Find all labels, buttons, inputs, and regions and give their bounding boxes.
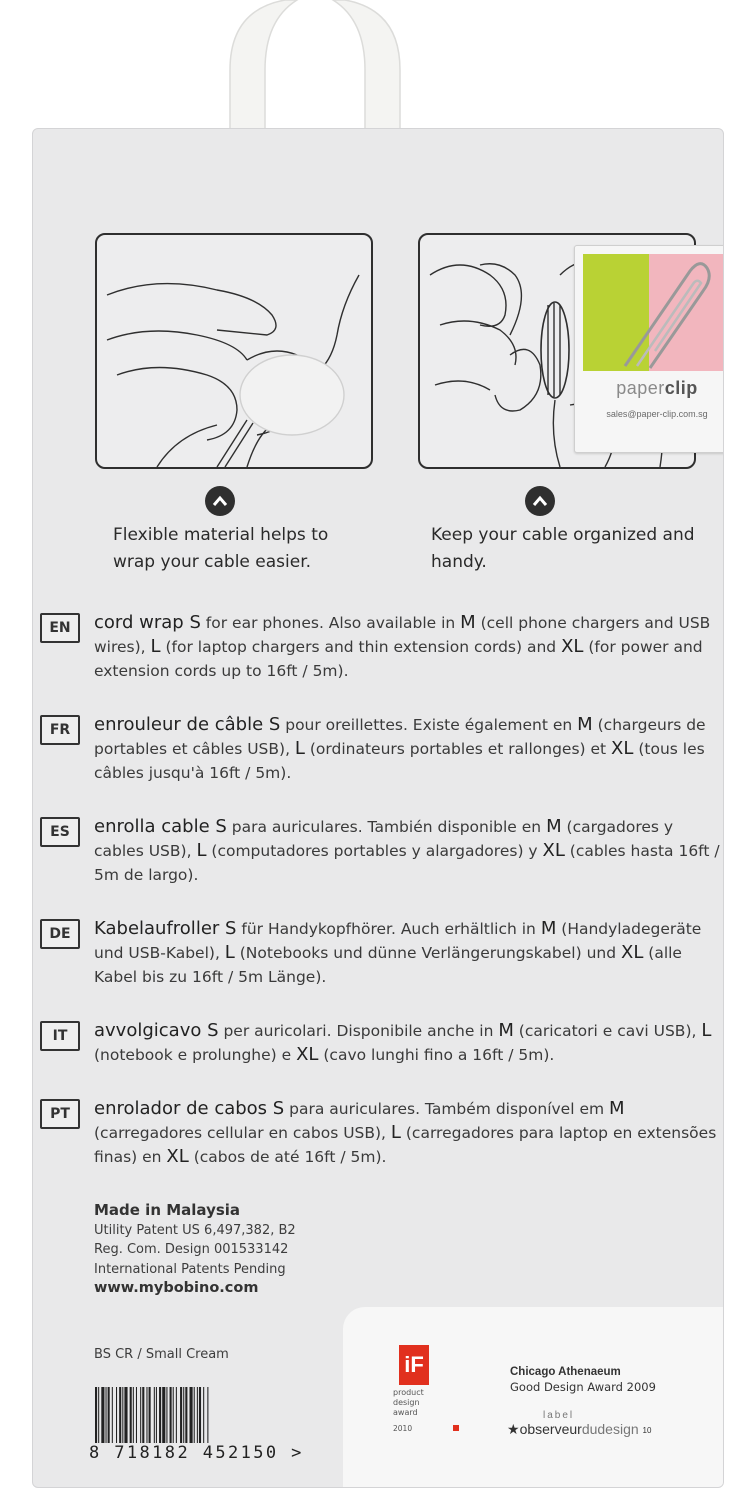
language-description: Kabelaufroller S für Handykopfhörer. Auch erhältlich in M (Handyladegeräte und USB-Kabel), L (Notebooks und dünne Verlängerungskabel) und XL (alle Kabel bis zu 16ft / 5m Länge). xyxy=(94,918,702,986)
label-word: label xyxy=(543,1410,575,1421)
manufacturing-info xyxy=(94,1201,296,1299)
if-red-square xyxy=(453,1425,459,1431)
product-card xyxy=(32,128,724,1488)
barcode-bar xyxy=(108,1387,110,1443)
star-icon: ★ xyxy=(507,1421,520,1437)
caption-flexible-material: Flexible material helps to wrap your cable easier. xyxy=(113,525,329,572)
barcode-bar xyxy=(170,1387,172,1443)
language-code: DE xyxy=(40,919,80,949)
barcode-bar xyxy=(203,1387,204,1443)
if-award-year: 2010 xyxy=(393,1424,413,1433)
paperclip-logo: paperclip xyxy=(616,378,698,398)
barcode-bar xyxy=(142,1387,144,1443)
paperclip-sticker xyxy=(574,245,724,453)
observeur-du-design-logo: ★observeurdudesign 10 xyxy=(507,1421,652,1437)
barcode-bar xyxy=(136,1387,137,1443)
utility-patent: Utility Patent US 6,497,382, B2 xyxy=(94,1222,296,1238)
made-in: Made in Malaysia xyxy=(94,1201,241,1219)
barcode-bar xyxy=(176,1387,177,1443)
caption-keep-organized: Keep your cable organized and handy. xyxy=(431,525,695,572)
barcode-bar xyxy=(119,1387,121,1443)
design-registration: Reg. Com. Design 001533142 xyxy=(94,1242,289,1257)
barcode-bar xyxy=(156,1387,157,1443)
barcode-bar xyxy=(124,1387,127,1443)
barcode-bar xyxy=(133,1387,134,1443)
barcode-bar xyxy=(95,1387,97,1443)
barcode-bar xyxy=(101,1387,104,1443)
barcode-bar xyxy=(207,1387,208,1443)
barcode-bar xyxy=(149,1387,151,1443)
barcode-bar xyxy=(159,1387,161,1443)
language-description: avvolgicavo S per auricolari. Disponibile anche in M (caricatori e cavi USB), L (notebook e prolunghe) e XL (cavo lunghi fino a 16ft / 5m). xyxy=(94,1020,712,1065)
barcode-bar xyxy=(162,1387,165,1443)
language-description: enrolla cable S para auriculares. También disponible en M (cargadores y cables USB), L (computadores portables y alargadores) y XL (cables hasta 16ft / 5m de largo). xyxy=(94,816,720,884)
awards-panel xyxy=(343,1307,723,1487)
website-url: www.mybobino.com xyxy=(94,1280,259,1296)
product-sku: BS CR / Small Cream xyxy=(94,1347,229,1362)
language-code: IT xyxy=(40,1021,80,1051)
barcode-bar xyxy=(183,1387,184,1443)
barcode-bar xyxy=(173,1387,174,1443)
barcode-bar xyxy=(140,1387,141,1443)
paperclip-icon xyxy=(605,256,715,371)
barcode-bar xyxy=(106,1387,107,1443)
barcode-bar xyxy=(146,1387,147,1443)
language-code: PT xyxy=(40,1099,80,1129)
language-code: EN xyxy=(40,613,80,643)
sticker-email: sales@paper-clip.com.sg xyxy=(606,409,708,419)
barcode-number: 8 718182 452150 > xyxy=(89,1443,304,1463)
barcode-bar xyxy=(122,1387,123,1443)
chicago-athenaeum-award: Chicago Athenaeum Good Design Award 2009 xyxy=(510,1366,656,1394)
chevron-up-icon xyxy=(205,486,235,516)
barcode-bar xyxy=(98,1387,99,1443)
barcode-bar xyxy=(166,1387,167,1443)
barcode-bar xyxy=(180,1387,182,1443)
barcode-bar xyxy=(116,1387,117,1443)
barcode-bar xyxy=(154,1387,155,1443)
barcode-bar xyxy=(185,1387,187,1443)
if-design-award-logo: iF xyxy=(399,1345,429,1385)
language-description: cord wrap S for ear phones. Also available in M (cell phone chargers and USB wires), L (for laptop chargers and thin extension cords) and XL (for power and extension cords up to 16ft / 5m). xyxy=(94,612,711,680)
if-award-label: product design award xyxy=(393,1388,424,1417)
language-code: FR xyxy=(40,715,80,745)
barcode-bar xyxy=(112,1387,113,1443)
language-description: enrouleur de câble S pour oreillettes. Existe également en M (chargeurs de portables et câbles USB), L (ordinateurs portables et rallonges) et XL (tous les câbles jusqu'à 16ft / 5m). xyxy=(94,714,706,782)
barcode-bar xyxy=(197,1387,198,1443)
barcode-bar xyxy=(190,1387,193,1443)
barcode-bar xyxy=(130,1387,132,1443)
barcode xyxy=(93,1387,306,1443)
barcode-bar xyxy=(194,1387,195,1443)
illustration-wrapping-cable xyxy=(95,233,373,469)
language-description: enrolador de cabos S para auriculares. Também disponível em M (carregadores cellular en cabos USB), L (carregadores para laptop en extensões finas) en XL (cabos de até 16ft / 5m). xyxy=(94,1098,717,1167)
language-code: ES xyxy=(40,817,80,847)
barcode-bar xyxy=(199,1387,201,1443)
chevron-up-icon xyxy=(525,486,555,516)
patents-pending: International Patents Pending xyxy=(94,1261,286,1277)
